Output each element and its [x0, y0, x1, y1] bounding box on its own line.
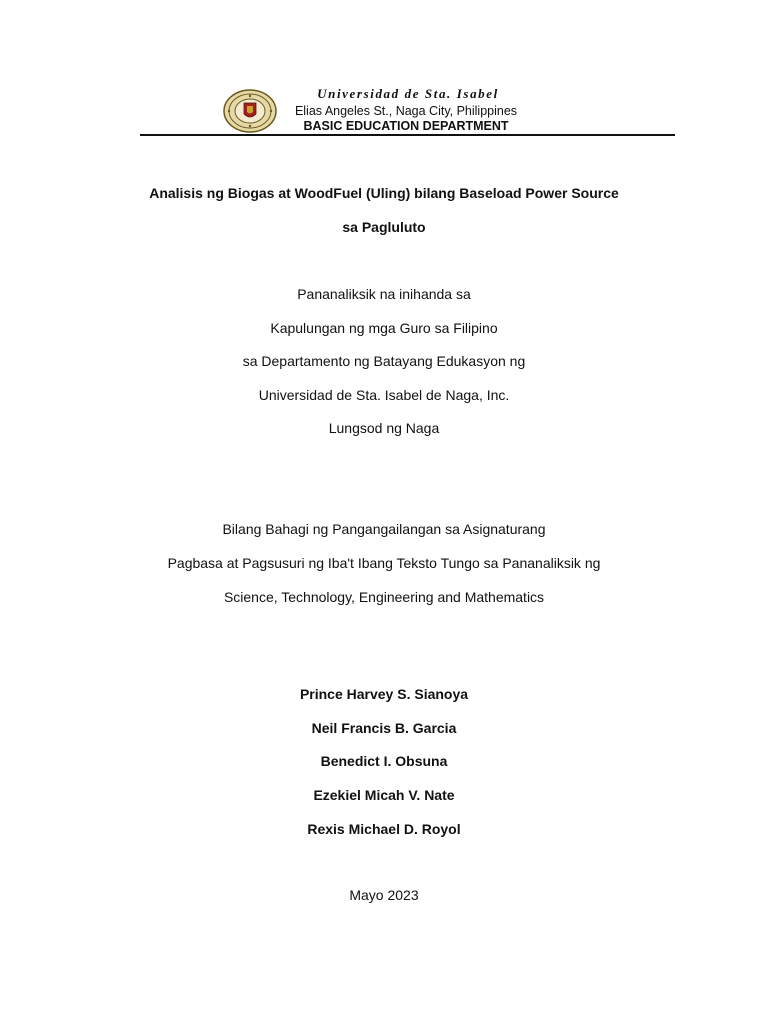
submission-line-4: Universidad de Sta. Isabel de Naga, Inc.: [258, 387, 510, 403]
submission-date: Mayo 2023: [349, 887, 419, 903]
letterhead: [0, 82, 768, 138]
author-name: Ezekiel Micah V. Nate: [313, 787, 455, 803]
author-name: Neil Francis B. Garcia: [311, 720, 457, 736]
submission-line-5: Lungsod ng Naga: [328, 420, 440, 436]
submission-line-2: Kapulungan ng mga Guro sa Filipino: [270, 320, 498, 336]
university-name: Universidad de Sta. Isabel: [317, 86, 499, 101]
department-name: BASIC EDUCATION DEPARTMENT: [303, 119, 509, 133]
university-address: Elias Angeles St., Naga City, Philippines: [294, 104, 518, 118]
requirement-line-3: Science, Technology, Engineering and Mathematics: [223, 589, 545, 605]
author-name: Rexis Michael D. Royol: [307, 821, 461, 837]
author-name: Benedict I. Obsuna: [320, 753, 448, 769]
requirement-line-1: Bilang Bahagi ng Pangangailangan sa Asignaturang: [222, 521, 546, 537]
author-name: Prince Harvey S. Sianoya: [299, 686, 469, 702]
submission-line-1: Pananaliksik na inihanda sa: [297, 286, 471, 302]
submission-line-3: sa Departamento ng Batayang Edukasyon ng: [242, 353, 526, 369]
header-divider: [140, 134, 675, 136]
title-line-2: sa Pagluluto: [342, 219, 426, 235]
title-line-1: Analisis ng Biogas at WoodFuel (Uling) bilang Baseload Power Source: [149, 185, 619, 201]
requirement-line-2: Pagbasa at Pagsusuri ng Iba't Ibang Teksto Tungo sa Pananaliksik ng: [167, 555, 601, 571]
